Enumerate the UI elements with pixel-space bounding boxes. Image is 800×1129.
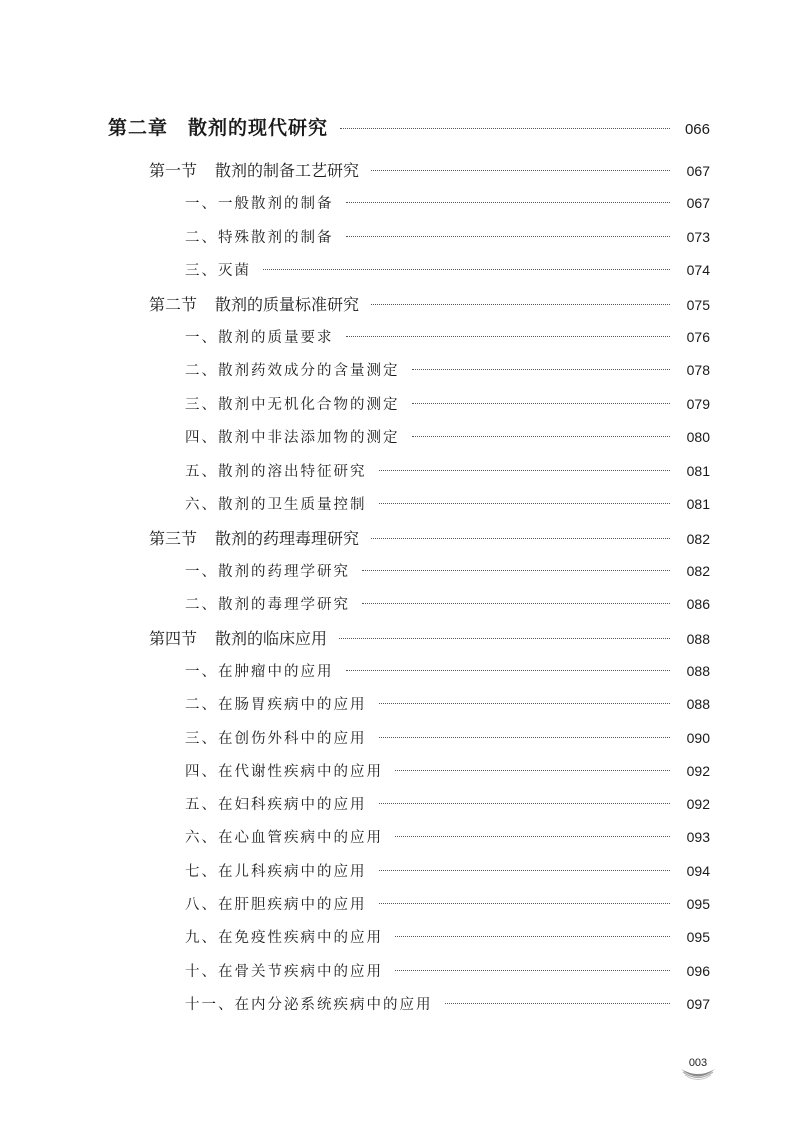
dot-leader	[379, 903, 671, 904]
toc-item-entry[interactable]	[185, 593, 710, 614]
section-heading	[149, 626, 327, 649]
page-number: 095	[686, 929, 710, 945]
dot-leader	[445, 1003, 671, 1004]
item-title: 六、在心血管疾病中的应用	[185, 830, 383, 846]
dot-leader	[362, 570, 670, 571]
page-number: 080	[686, 429, 710, 445]
page-number: 082	[686, 531, 710, 547]
item-title: 二、散剂药效成分的含量测定	[185, 363, 400, 379]
section-heading	[149, 292, 359, 315]
section-title: 散剂的质量标准研究	[215, 295, 360, 314]
dot-leader	[379, 470, 671, 471]
toc-item-entry[interactable]	[185, 826, 710, 847]
toc-section-entry[interactable]	[149, 626, 710, 649]
page-number: 076	[686, 329, 710, 345]
dot-leader	[412, 436, 671, 437]
toc-item-entry[interactable]	[185, 359, 710, 380]
item-title: 二、散剂的毒理学研究	[185, 597, 350, 613]
page-number: 074	[686, 262, 710, 278]
item-title: 十、在骨关节疾病中的应用	[185, 964, 383, 980]
page-number: 066	[684, 121, 710, 138]
page-number: 081	[686, 496, 710, 512]
item-title: 二、在肠胃疾病中的应用	[185, 697, 367, 713]
toc-chapter-entry[interactable]	[108, 113, 710, 140]
page-number: 088	[686, 696, 710, 712]
toc-item-entry[interactable]	[185, 660, 710, 681]
dot-leader	[340, 128, 670, 129]
item-title: 七、在儿科疾病中的应用	[185, 864, 367, 880]
page-number: 081	[686, 463, 710, 479]
chapter-title: 散剂的现代研究	[188, 117, 329, 139]
section-number: 第四节	[149, 629, 198, 648]
page-number: 092	[686, 796, 710, 812]
item-title: 八、在肝胆疾病中的应用	[185, 897, 367, 913]
page-number: 075	[686, 297, 710, 313]
toc-item-entry[interactable]	[185, 693, 710, 714]
item-title: 十一、在内分泌系统疾病中的应用	[185, 997, 433, 1013]
page-footer	[679, 1054, 717, 1084]
section-title: 散剂的制备工艺研究	[215, 161, 360, 180]
toc-item-entry[interactable]	[185, 993, 710, 1014]
item-title: 四、在代谢性疾病中的应用	[185, 764, 383, 780]
toc-item-entry[interactable]	[185, 226, 710, 247]
dot-leader	[395, 936, 670, 937]
toc-item-entry[interactable]	[185, 760, 710, 781]
toc-item-entry[interactable]	[185, 926, 710, 947]
toc-item-entry[interactable]	[185, 893, 710, 914]
page-number: 092	[686, 763, 710, 779]
dot-leader	[371, 538, 670, 539]
page-number: 090	[686, 730, 710, 746]
page-number: 095	[686, 896, 710, 912]
toc-item-entry[interactable]	[185, 393, 710, 414]
toc-item-entry[interactable]	[185, 727, 710, 748]
toc-item-entry[interactable]	[185, 259, 710, 280]
page-number: 096	[686, 963, 710, 979]
page-number: 078	[686, 362, 710, 378]
toc-section-entry[interactable]	[149, 526, 710, 549]
chapter-heading	[108, 113, 328, 140]
page-number: 079	[686, 396, 710, 412]
page-number: 067	[686, 163, 710, 179]
section-number: 第三节	[149, 529, 198, 548]
item-title: 二、特殊散剂的制备	[185, 230, 334, 246]
section-number: 第二节	[149, 295, 198, 314]
item-title: 五、散剂的溶出特征研究	[185, 464, 367, 480]
item-title: 一、一般散剂的制备	[185, 196, 334, 212]
chapter-number: 第二章	[108, 117, 169, 139]
dot-leader	[263, 269, 670, 270]
dot-leader	[346, 236, 671, 237]
item-title: 九、在免疫性疾病中的应用	[185, 930, 383, 946]
dot-leader	[379, 737, 671, 738]
dot-leader	[379, 703, 671, 704]
dot-leader	[395, 770, 670, 771]
item-title: 三、在创伤外科中的应用	[185, 731, 367, 747]
dot-leader	[412, 369, 671, 370]
item-title: 一、散剂的质量要求	[185, 330, 334, 346]
toc-item-entry[interactable]	[185, 326, 710, 347]
dot-leader	[412, 403, 671, 404]
item-title: 三、灭菌	[185, 263, 251, 279]
item-title: 一、在肿瘤中的应用	[185, 664, 334, 680]
dot-leader	[371, 304, 670, 305]
toc-item-entry[interactable]	[185, 426, 710, 447]
toc-item-entry[interactable]	[185, 793, 710, 814]
item-title: 一、散剂的药理学研究	[185, 564, 350, 580]
page-number: 073	[686, 229, 710, 245]
dot-leader	[379, 503, 671, 504]
dot-leader	[339, 638, 670, 639]
item-title: 四、散剂中非法添加物的测定	[185, 430, 400, 446]
toc-section-entry[interactable]	[149, 158, 710, 181]
dot-leader	[379, 803, 671, 804]
section-title: 散剂的药理毒理研究	[215, 529, 360, 548]
section-heading	[149, 158, 359, 181]
item-title: 六、散剂的卫生质量控制	[185, 497, 367, 513]
dot-leader	[346, 336, 671, 337]
page-number: 088	[686, 631, 710, 647]
page-number: 067	[686, 195, 710, 211]
toc-section-entry[interactable]	[149, 292, 710, 315]
dot-leader	[346, 202, 671, 203]
toc-item-entry[interactable]	[185, 493, 710, 514]
page-number: 093	[686, 829, 710, 845]
toc-item-entry[interactable]	[185, 560, 710, 581]
page-number: 086	[686, 596, 710, 612]
dot-leader	[379, 870, 671, 871]
toc-item-entry[interactable]	[185, 860, 710, 881]
dot-leader	[371, 170, 670, 171]
dot-leader	[395, 970, 670, 971]
section-title: 散剂的临床应用	[215, 629, 328, 648]
toc-item-entry[interactable]	[185, 460, 710, 481]
section-number: 第一节	[149, 161, 198, 180]
page-number: 082	[686, 563, 710, 579]
dot-leader	[346, 670, 671, 671]
toc-item-entry[interactable]	[185, 192, 710, 213]
dot-leader	[362, 603, 670, 604]
item-title: 三、散剂中无机化合物的测定	[185, 397, 400, 413]
dot-leader	[395, 836, 670, 837]
folio-number: 003	[688, 1057, 708, 1069]
section-heading	[149, 526, 359, 549]
page-number: 094	[686, 863, 710, 879]
page-number: 097	[686, 996, 710, 1012]
page-number: 088	[686, 663, 710, 679]
item-title: 五、在妇科疾病中的应用	[185, 797, 367, 813]
toc-item-entry[interactable]	[185, 960, 710, 981]
